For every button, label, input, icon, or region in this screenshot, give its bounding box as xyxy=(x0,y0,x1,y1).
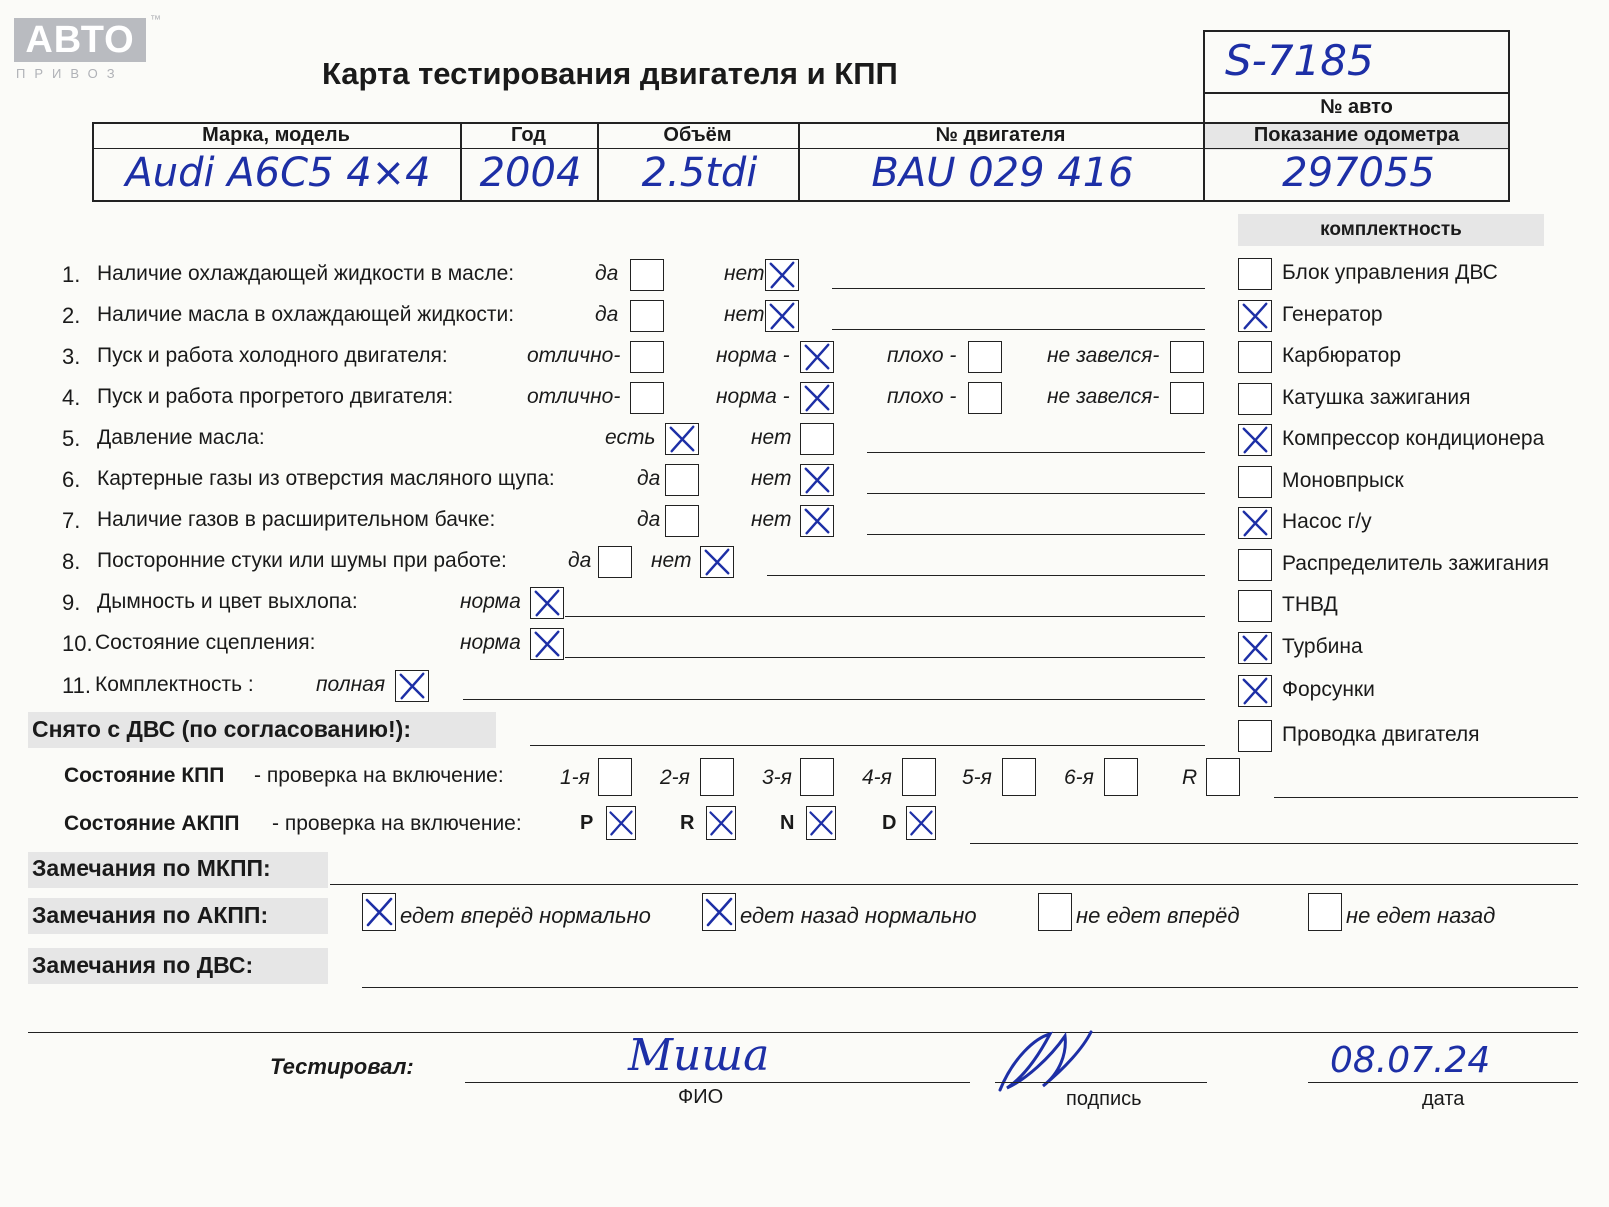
item-number: 4. xyxy=(62,385,81,410)
akpp-gear-checkbox-check-mark xyxy=(607,807,635,839)
item-option-label: полная xyxy=(316,673,386,696)
item-option-label: норма xyxy=(460,590,521,613)
komplekt-item-label: Катушка зажигания xyxy=(1282,385,1471,409)
komplekt-checkbox[interactable] xyxy=(1238,720,1272,752)
komplekt-title: комплектность xyxy=(1320,219,1462,240)
item-fill-line xyxy=(463,699,1205,700)
header-engine-number: № двигателя xyxy=(935,124,1066,146)
item-checkbox-check-mark xyxy=(766,301,798,331)
item-checkbox[interactable] xyxy=(630,382,664,414)
item-checkbox-check-mark xyxy=(531,588,563,618)
kpp-gear-label: 3-я xyxy=(762,766,792,789)
item-option-label: да xyxy=(595,262,619,285)
item-checkbox-check-mark xyxy=(801,342,833,372)
kpp-gear-checkbox[interactable] xyxy=(1206,758,1240,796)
item-option-label: да xyxy=(568,549,592,572)
item-label: Состояние сцепления: xyxy=(95,631,316,654)
item-option-label: нет xyxy=(724,262,765,285)
remarks-akpp-option-label: едет вперёд нормально xyxy=(400,903,651,928)
item-checkbox[interactable] xyxy=(395,670,429,702)
item-fill-line xyxy=(767,575,1205,576)
item-checkbox[interactable] xyxy=(530,587,564,619)
header-odometer: Показание одометра xyxy=(1253,124,1460,146)
item-option-label: да xyxy=(637,467,661,490)
akpp-gear-checkbox-check-mark xyxy=(707,807,735,839)
remarks-akpp-label: Замечания по АКПП: xyxy=(32,902,269,928)
item-number: 9. xyxy=(62,590,81,615)
item-label: Давление масла: xyxy=(97,426,265,449)
item-checkbox[interactable] xyxy=(1170,341,1204,373)
item-checkbox[interactable] xyxy=(530,628,564,660)
date-value: 08.07.24 xyxy=(1330,1040,1491,1081)
item-checkbox-check-mark xyxy=(801,465,833,495)
item-label: Посторонние стуки или шумы при работе: xyxy=(97,549,507,572)
komplekt-checkbox[interactable] xyxy=(1238,300,1272,332)
komplekt-checkbox[interactable] xyxy=(1238,590,1272,622)
item-fill-line xyxy=(565,657,1205,658)
akpp-gear-label: P xyxy=(580,812,594,834)
komplekt-item-label: Генератор xyxy=(1282,302,1383,326)
kpp-label-rest: - проверка на включение: xyxy=(254,764,504,787)
item-label: Наличие охлаждающей жидкости в масле: xyxy=(97,262,515,285)
akpp-gear-checkbox-check-mark xyxy=(807,807,835,839)
komplekt-checkbox-check-mark xyxy=(1239,301,1271,331)
remarks-dvs-label: Замечания по ДВС: xyxy=(32,952,254,978)
komplekt-checkbox[interactable] xyxy=(1238,258,1272,290)
komplekt-checkbox[interactable] xyxy=(1238,632,1272,664)
item-option-label: нет xyxy=(751,508,792,531)
date-label: дата xyxy=(1422,1088,1465,1110)
fio-line xyxy=(465,1082,970,1083)
item-option-label: нет xyxy=(724,303,765,326)
kpp-gear-checkbox[interactable] xyxy=(598,758,632,796)
item-checkbox[interactable] xyxy=(765,259,799,291)
akpp-gear-checkbox[interactable] xyxy=(906,806,936,840)
remarks-akpp-checkbox[interactable] xyxy=(362,893,396,931)
header-volume: Объём xyxy=(663,124,732,146)
fio-value: Миша xyxy=(628,1030,770,1081)
akpp-gear-label: N xyxy=(780,812,795,834)
komplekt-checkbox-check-mark xyxy=(1239,425,1271,455)
item-option-label: плохо - xyxy=(887,344,957,367)
item-fill-line xyxy=(832,329,1205,330)
item-checkbox[interactable] xyxy=(800,505,834,537)
kpp-gear-label: 2-я xyxy=(660,766,690,789)
komplekt-item-label: ТНВД xyxy=(1282,593,1338,616)
item-option-label: нет xyxy=(751,467,792,490)
komplekt-item-label: Турбина xyxy=(1282,634,1363,658)
komplekt-item-label: Форсунки xyxy=(1282,678,1375,701)
kpp-gear-label: R xyxy=(1182,766,1198,789)
item-number: 5. xyxy=(62,426,81,451)
remarks-mkpp-label: Замечания по МКПП: xyxy=(32,855,271,881)
item-checkbox[interactable] xyxy=(598,546,632,578)
item-number: 8. xyxy=(62,549,81,574)
item-label: Пуск и работа холодного двигателя: xyxy=(97,344,448,367)
komplekt-item-label: Моновпрыск xyxy=(1282,468,1404,492)
komplekt-item-label: Карбюратор xyxy=(1282,344,1402,367)
item-option-label: нет xyxy=(751,426,792,449)
item-option-label: нет xyxy=(651,549,692,572)
item-checkbox-check-mark xyxy=(766,260,798,290)
item-fill-line xyxy=(565,616,1205,617)
item-checkbox[interactable] xyxy=(665,464,699,496)
auto-number-label: № авто xyxy=(1320,96,1393,118)
akpp-label-rest: - проверка на включение: xyxy=(272,812,522,835)
header-table-divider xyxy=(92,148,1510,149)
item-label: Наличие газов в расширительном бачке: xyxy=(97,508,496,531)
item-checkbox[interactable] xyxy=(968,341,1002,373)
remarks-mkpp-line xyxy=(330,884,1578,885)
item-checkbox[interactable] xyxy=(1170,382,1204,414)
item-number: 6. xyxy=(62,467,81,492)
item-fill-line xyxy=(867,452,1205,453)
item-checkbox-check-mark xyxy=(801,383,833,413)
item-checkbox[interactable] xyxy=(630,341,664,373)
item-label: Наличие масла в охлаждающей жидкости: xyxy=(97,303,515,326)
item-checkbox-check-mark xyxy=(801,506,833,536)
engine-number-value: BAU 029 416 xyxy=(871,150,1134,196)
kpp-gear-checkbox[interactable] xyxy=(1104,758,1138,796)
item-option-label: да xyxy=(637,508,661,531)
item-number: 10. xyxy=(62,631,93,656)
fio-label: ФИО xyxy=(678,1086,724,1108)
akpp-gear-checkbox[interactable] xyxy=(806,806,836,840)
logo-tm: ™ xyxy=(150,14,161,26)
item-option-label: отлично- xyxy=(527,344,621,367)
item-fill-line xyxy=(832,288,1205,289)
kpp-gear-label: 5-я xyxy=(962,766,992,789)
volume-value: 2.5tdi xyxy=(641,150,758,196)
item-checkbox-check-mark xyxy=(701,547,733,577)
logo-subtitle: ПРИВОЗ xyxy=(16,66,124,81)
kpp-gear-label: 6-я xyxy=(1064,766,1094,789)
item-label: Пуск и работа прогретого двигателя: xyxy=(97,385,454,408)
header-year: Год xyxy=(511,124,546,146)
removed-label: Снято с ДВС (по согласованию!): xyxy=(32,716,411,742)
item-option-label: норма - xyxy=(716,344,790,367)
auto-number-divider xyxy=(1203,92,1510,94)
kpp-fill-line xyxy=(1274,797,1578,798)
remarks-akpp-checkbox-check-mark xyxy=(703,894,735,930)
sign-line xyxy=(995,1082,1207,1083)
komplekt-item-label: Распределитель зажигания xyxy=(1282,551,1550,575)
komplekt-checkbox[interactable] xyxy=(1238,424,1272,456)
item-option-label: есть xyxy=(605,426,656,449)
akpp-gear-checkbox[interactable] xyxy=(706,806,736,840)
odometer-value: 297055 xyxy=(1282,150,1435,196)
date-line xyxy=(1308,1082,1578,1083)
komplekt-checkbox[interactable] xyxy=(1238,507,1272,539)
kpp-label-bold: Состояние КПП xyxy=(64,764,225,787)
item-checkbox[interactable] xyxy=(968,382,1002,414)
item-checkbox[interactable] xyxy=(800,423,834,455)
akpp-gear-label: R xyxy=(680,812,695,834)
header-brand-model: Марка, модель xyxy=(202,124,350,146)
kpp-gear-checkbox[interactable] xyxy=(1002,758,1036,796)
item-fill-line xyxy=(867,493,1205,494)
komplekt-checkbox[interactable] xyxy=(1238,549,1272,581)
komplekt-item-label: Насос г/у xyxy=(1282,510,1372,533)
remarks-akpp-option-label: не едет вперёд xyxy=(1076,903,1240,928)
year-value: 2004 xyxy=(479,150,582,196)
tested-label: Тестировал: xyxy=(270,1054,414,1079)
item-checkbox[interactable] xyxy=(800,382,834,414)
komplekt-checkbox[interactable] xyxy=(1238,675,1272,707)
komplekt-checkbox-check-mark xyxy=(1239,508,1271,538)
item-checkbox-check-mark xyxy=(666,424,698,454)
kpp-gear-label: 1-я xyxy=(560,766,590,789)
item-option-label: плохо - xyxy=(887,385,957,408)
item-number: 3. xyxy=(62,344,81,369)
komplekt-checkbox-check-mark xyxy=(1239,633,1271,663)
item-number: 1. xyxy=(62,262,81,287)
akpp-gear-checkbox[interactable] xyxy=(606,806,636,840)
item-checkbox[interactable] xyxy=(630,259,664,291)
removed-fill-line xyxy=(530,745,1205,746)
auto-number-value[interactable]: S-7185 xyxy=(1225,36,1374,85)
item-checkbox[interactable] xyxy=(630,300,664,332)
komplekt-item-label: Блок управления ДВС xyxy=(1282,261,1498,284)
remarks-akpp-checkbox[interactable] xyxy=(702,893,736,931)
item-checkbox-check-mark xyxy=(531,629,563,659)
kpp-gear-label: 4-я xyxy=(862,766,892,789)
item-checkbox[interactable] xyxy=(800,341,834,373)
kpp-gear-checkbox[interactable] xyxy=(902,758,936,796)
item-number: 7. xyxy=(62,508,81,533)
item-option-label: не завелся- xyxy=(1047,385,1160,408)
brand-model-value: Audi A6C5 4×4 xyxy=(125,150,431,196)
komplekt-item-label: Проводка двигателя xyxy=(1282,722,1480,746)
remarks-akpp-checkbox[interactable] xyxy=(1308,893,1342,931)
akpp-label-bold: Состояние АКПП xyxy=(64,812,240,835)
item-checkbox[interactable] xyxy=(700,546,734,578)
remarks-akpp-option-label: едет назад нормально xyxy=(740,903,977,928)
remarks-dvs-line xyxy=(362,987,1578,988)
item-label: Комплектность : xyxy=(95,673,254,696)
item-option-label: не завелся- xyxy=(1047,344,1160,367)
kpp-gear-checkbox[interactable] xyxy=(700,758,734,796)
kpp-gear-checkbox[interactable] xyxy=(800,758,834,796)
remarks-akpp-option-label: не едет назад xyxy=(1346,903,1496,928)
item-option-label: отлично- xyxy=(527,385,621,408)
item-label: Картерные газы из отверстия масляного щупа: xyxy=(97,467,555,490)
komplekt-checkbox-check-mark xyxy=(1239,676,1271,706)
akpp-fill-line xyxy=(970,843,1578,844)
item-checkbox[interactable] xyxy=(800,464,834,496)
item-label: Дымность и цвет выхлопа: xyxy=(97,590,358,613)
sign-label: подпись xyxy=(1066,1088,1142,1110)
akpp-gear-label: D xyxy=(882,812,897,834)
komplekt-checkbox[interactable] xyxy=(1238,341,1272,373)
item-number: 11. xyxy=(62,673,91,698)
item-checkbox-check-mark xyxy=(396,671,428,701)
remarks-akpp-checkbox-check-mark xyxy=(363,894,395,930)
item-checkbox[interactable] xyxy=(765,300,799,332)
item-checkbox[interactable] xyxy=(665,505,699,537)
komplekt-checkbox[interactable] xyxy=(1238,383,1272,415)
komplekt-checkbox[interactable] xyxy=(1238,466,1272,498)
item-option-label: норма - xyxy=(716,385,790,408)
item-checkbox[interactable] xyxy=(665,423,699,455)
komplekt-item-label: Компрессор кондиционера xyxy=(1282,427,1545,450)
item-fill-line xyxy=(867,534,1205,535)
logo: АВТО xyxy=(14,18,146,62)
remarks-akpp-checkbox[interactable] xyxy=(1038,893,1072,931)
page-title: Карта тестирования двигателя и КПП xyxy=(322,56,898,91)
item-number: 2. xyxy=(62,303,81,328)
remarks-dvs-line-2 xyxy=(28,1032,1578,1033)
item-option-label: да xyxy=(595,303,619,326)
item-option-label: норма xyxy=(460,631,521,654)
akpp-gear-checkbox-check-mark xyxy=(907,807,935,839)
